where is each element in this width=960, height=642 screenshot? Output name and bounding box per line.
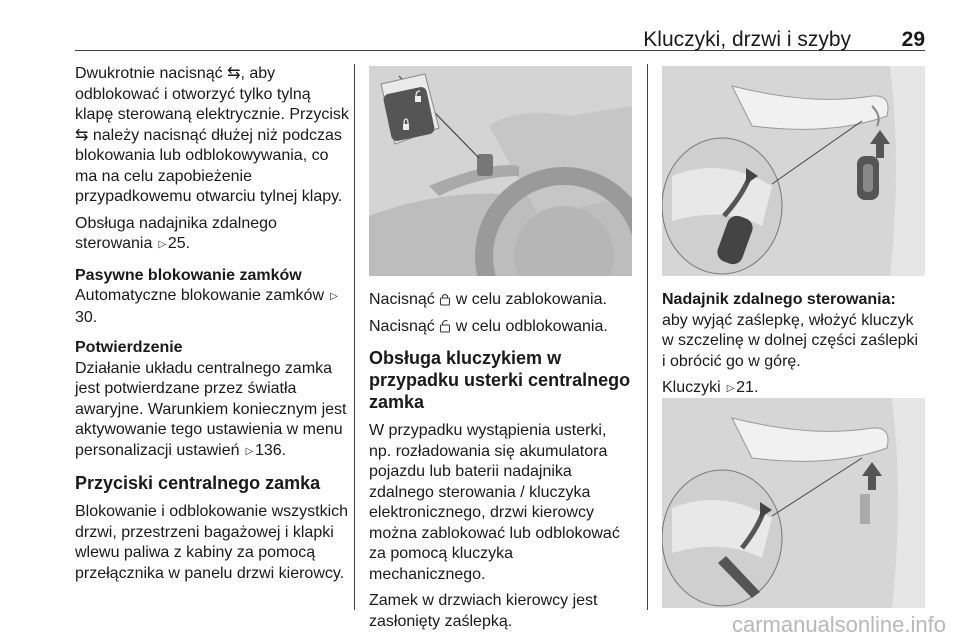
chapter-title: Kluczyki, drzwi i szyby [643,28,851,51]
page-number: 29 [901,28,925,51]
lock-instruction: Nacisnąć w celu zablokowania. [369,291,607,308]
paragraph-central-lock-buttons: Blokowanie i odblokowanie wszystkich drzwi, przestrzeni bagażowej i klapki wlewu paliwa z kabiny za pomocą przełącznika w panelu drzwi kierowcy. [75,503,349,582]
column-divider [647,64,648,610]
page-ref-icon: ▷ [330,291,338,302]
page-ref-icon: ▷ [726,383,735,394]
caption-remote-control: Nadajnik zdalnego sterowania: aby wyjąć zaślepkę, włożyć kluczyk w szczelinę w dolnej części zaślepki i obrócić go w górę. [662,291,919,370]
page-ref[interactable]: 30. [75,308,98,326]
unlock-instruction: Nacisnąć w celu odblokowania. [369,317,608,335]
heading-confirmation: Potwierdzenie [75,339,183,356]
paragraph-tailgate: Dwukrotnie nacisnąć ⇆, aby odblokować i otworzyć tylko tylną klapę sterowaną elektrycznie. Przycisk ⇆ należy nacisnąć dłużej niż podczas blokowania lub odblokowywania, co ma na celu zapobieżenie przypadkowemu otwarciu tylnej klapy. [75,65,349,205]
column-right [662,290,925,406]
page-ref[interactable]: 136. [254,441,287,459]
door-lock-switch-illustration [369,66,632,276]
paragraph-lock-cover: Zamek w drzwiach kierowcy jest zasłonięty zaślepką. [369,592,598,630]
heading-passive-locking: Pasywne blokowanie zamków [75,266,302,284]
column-left [75,64,350,590]
page-header [75,28,925,51]
mechanical-key-illustration [662,398,925,608]
watermark: carmanualsonline.info [731,612,946,637]
door-handle-cover-removal-illustration [662,66,925,276]
paragraph-confirmation: Działanie układu centralnego zamka jest potwierdzane przez światła awaryjne. Warunkiem koniecznym jest aktywowanie tego ustawienia w menu personalizacji ustawień ▷ 136. [75,359,350,463]
heading-central-lock-buttons: Przyciski centralnego zamka [75,473,321,493]
paragraph-auto-locking: Automatyczne blokowanie zamków ▷30. [75,287,338,326]
paragraph-key-fault: W przypadku wystąpienia usterki, np. rozładowania się akumulatora pojazdu lub baterii nadajnika zdalnego sterowania / kluczyka elektronicznego, drzwi kierowcy można zablokować lub odblokować za pomocą kluczyka mechanicznego. [369,422,620,583]
paragraph-remote-ref: Obsługa nadajnika zdalnego sterowania ▷ 25. [75,214,350,256]
heading-key-fault: Obsługa kluczykiem w przypadku usterki centralnego zamka [369,348,631,412]
page-ref-icon: ▷ [158,239,167,250]
page-ref[interactable]: 25. [167,235,191,252]
column-divider [354,64,355,610]
column-middle [369,290,632,638]
paragraph-keys-ref: Kluczyki ▷ 21. [662,378,925,400]
page-ref[interactable]: 21. [736,379,759,396]
page-ref-icon: ▷ [245,445,254,457]
unlock-icon [439,319,451,333]
lock-icon [439,292,451,306]
